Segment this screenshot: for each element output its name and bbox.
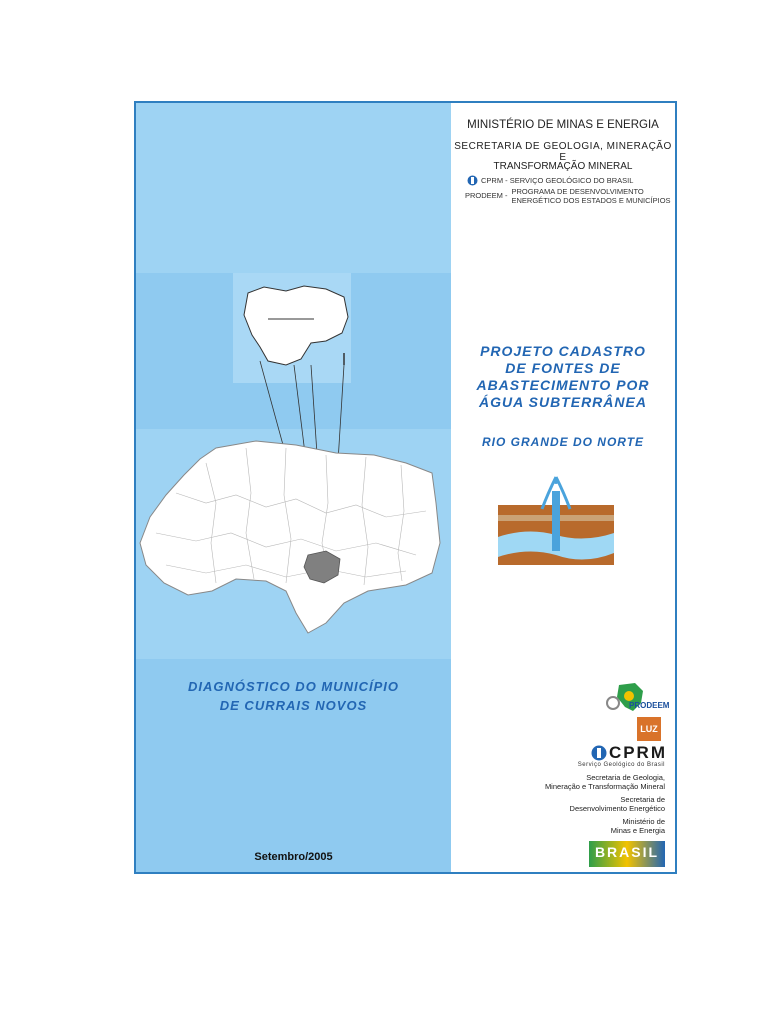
groundwater-illustration xyxy=(498,475,614,565)
left-panel xyxy=(136,103,451,872)
project-line-1: PROJETO CADASTRO xyxy=(480,343,646,359)
diagnosis-line-1: DIAGNÓSTICO DO MUNICÍPIO xyxy=(187,679,400,694)
cprm-line xyxy=(467,175,633,186)
state-title: RIO GRANDE DO NORTE xyxy=(481,435,645,449)
municipality-inset-shape xyxy=(244,286,348,365)
agency-secretaria-energia xyxy=(570,795,665,813)
ministry-heading: MINISTÉRIO DE MINAS E ENERGIA xyxy=(467,119,659,131)
project-line-2: DE FONTES DE xyxy=(505,360,621,376)
prodeem-text-line-1: PROGRAMA DE DESENVOLVIMENTO xyxy=(511,187,644,196)
secretariat-line-1: SECRETARIA DE GEOLOGIA, MINERAÇÃO E xyxy=(454,141,672,163)
brasil-logo-text: BRASIL xyxy=(594,844,660,860)
brazil-map-icon xyxy=(605,681,670,719)
project-title xyxy=(451,343,675,411)
cprm-label: CPRM - SERVIÇO GEOLÓGICO DO BRASIL xyxy=(481,176,634,185)
right-panel xyxy=(451,103,675,872)
project-line-3: ABASTECIMENTO POR xyxy=(476,377,650,393)
cprm-logo-text: CPRM xyxy=(608,743,667,762)
prodeem-line xyxy=(465,187,671,205)
prodeem-label: PRODEEM - xyxy=(465,191,508,200)
secretariat-line-2: TRANSFORMAÇÃO MINERAL xyxy=(493,161,633,172)
cover-frame xyxy=(134,101,677,874)
prodeem-text-line-2: ENERGÉTICO DOS ESTADOS E MUNICÍPIOS xyxy=(511,196,671,205)
diagnosis-line-2: DE CURRAIS NOVOS xyxy=(219,698,368,713)
cprm-subtitle: Serviço Geológico do Brasil xyxy=(577,762,665,768)
cprm-small-icon xyxy=(467,175,478,186)
prodeem-logo xyxy=(605,681,670,719)
rio-grande-do-norte-outline xyxy=(140,441,440,633)
agency-2-line-1: Secretaria de xyxy=(620,795,665,804)
agency-3-line-1: Ministério de xyxy=(622,817,665,826)
diagnosis-title xyxy=(136,677,451,715)
luz-logo xyxy=(637,717,661,741)
agency-1-line-2: Mineração e Transformação Mineral xyxy=(544,782,665,791)
cprm-logo-icon xyxy=(591,745,607,761)
agency-3-line-2: Minas e Energia xyxy=(610,826,665,835)
luz-logo-text: LUZ xyxy=(640,724,658,734)
agency-ministerio xyxy=(611,817,665,835)
brasil-logo xyxy=(589,841,665,867)
project-line-4: ÁGUA SUBTERRÂNEA xyxy=(479,394,647,410)
state-map xyxy=(136,103,451,663)
agency-secretaria-geologia xyxy=(545,773,665,791)
cprm-logo xyxy=(591,743,667,763)
prodeem-logo-text: PRODEEM xyxy=(629,701,670,710)
prodeem-text xyxy=(512,187,671,205)
agency-2-line-2: Desenvolvimento Energético xyxy=(569,804,665,813)
publication-date: Setembro/2005 xyxy=(254,851,333,863)
agency-1-line-1: Secretaria de Geologia, xyxy=(586,773,665,782)
